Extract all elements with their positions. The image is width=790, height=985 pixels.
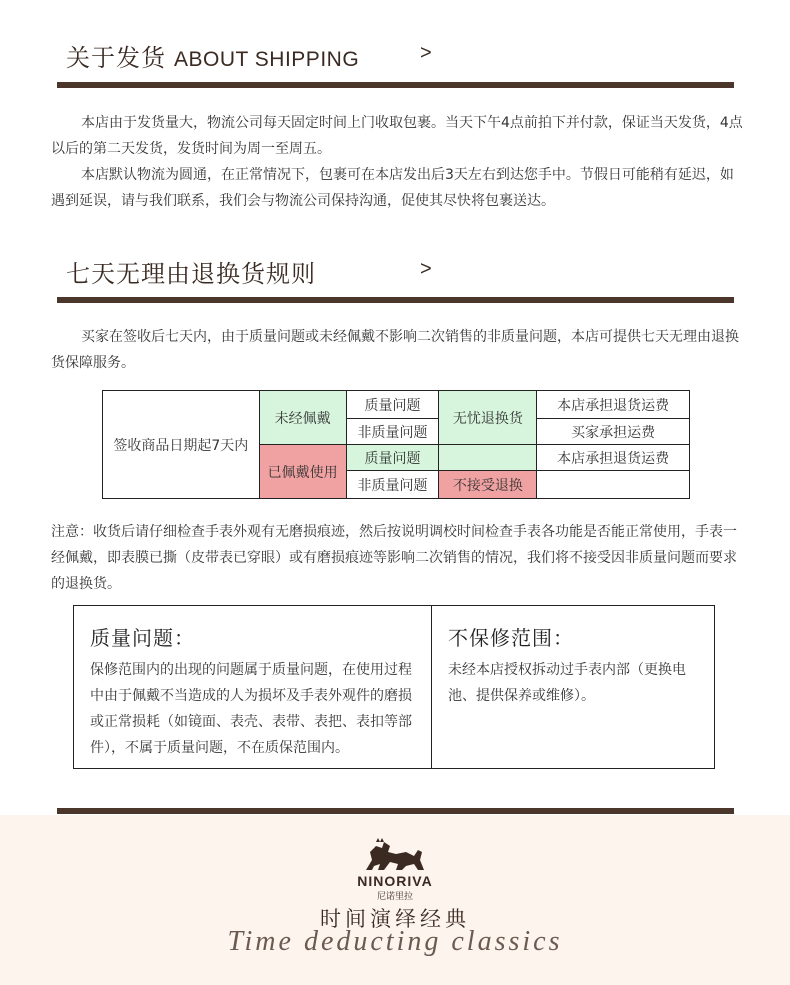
non-quality-cell: 非质量问题	[346, 471, 439, 499]
empty-cell	[537, 471, 690, 499]
shipping-title	[66, 38, 359, 73]
returns-rules-table	[102, 390, 690, 499]
worn-cell: 已佩戴使用	[259, 445, 346, 499]
slogan-cn: 时间演绎经典	[320, 907, 470, 931]
unworn-cell: 未经佩戴	[259, 391, 346, 445]
worry-free-empty-cell	[439, 445, 537, 471]
shipping-paragraph-1: 本店由于发货量大，物流公司每天固定时间上门收取包裹。当天下午4点前拍下并付款，保证当天发货，4点以后的第二天发货，发货时间为周一至周五。	[51, 115, 743, 157]
buyer-pays-cell: 买家承担运费	[537, 419, 690, 445]
warranty-heading: 不保修范围：	[448, 626, 574, 650]
brand-name: NINORIVA	[357, 873, 433, 889]
shipping-paragraph-2: 本店默认物流为圆通，在正常情况下，包裹可在本店发出后3天左右到达您手中。节假日可能稍有延迟，如遇到延误，请与我们联系，我们会与物流公司保持沟通，促使其尽快将包裹送达。	[51, 167, 734, 209]
worry-free-cell: 无忧退换货	[439, 391, 537, 445]
shipping-title-en: ABOUT SHIPPING	[174, 48, 360, 71]
returns-note: 注意：收货后请仔细检查手表外观有无磨损痕迹，然后按说明调校时间检查手表各功能是否能正常使用，手表一经佩戴，即表膜已撕（皮带表已穿眼）或有磨损痕迹等影响二次销售的情况，我们将不接受因非质量问题而要求的退换货。	[51, 524, 737, 592]
period-cell: 签收商品日期起7天内	[103, 391, 260, 499]
non-quality-cell: 非质量问题	[346, 419, 439, 445]
quality-text: 保修范围内的出现的问题属于质量问题，在使用过程中由于佩戴不当造成的人为损坏及手表外观件的磨损或正常损耗（如镜面、表壳、表带、表把、表扣等部件），不属于质量问题，不在质保范围内。	[90, 662, 412, 756]
store-pays-cell: 本店承担退货运费	[537, 391, 690, 419]
shipping-text	[51, 110, 746, 214]
returns-arrow-icon[interactable]: >	[420, 258, 432, 280]
shipping-title-cn: 关于发货	[66, 44, 166, 72]
brand-name-cn: 尼诺里拉	[376, 892, 413, 902]
shipping-arrow-icon[interactable]: >	[420, 42, 432, 64]
quality-column	[74, 606, 432, 768]
quality-cell: 质量问题	[346, 445, 439, 471]
quality-cell: 质量问题	[346, 391, 439, 419]
section-divider	[57, 297, 734, 303]
warranty-text: 未经本店授权拆动过手表内部（更换电池、提供保养或维修）。	[448, 662, 686, 704]
returns-intro: 买家在签收后七天内，由于质量问题或未经佩戴不影响二次销售的非质量问题，本店可提供七天无理由退换货保障服务。	[51, 329, 739, 371]
section-divider	[57, 82, 734, 88]
returns-title: 七天无理由退换货规则	[66, 260, 316, 288]
slogan-en: Time deducting classics	[227, 926, 563, 957]
lion-logo-icon	[362, 838, 428, 874]
warranty-column	[432, 606, 714, 768]
store-pays-cell: 本店承担退货运费	[537, 445, 690, 471]
warranty-box	[73, 605, 715, 769]
quality-heading: 质量问题：	[90, 626, 195, 650]
not-accepted-cell: 不接受退换	[439, 471, 537, 499]
footer-divider	[57, 808, 734, 814]
